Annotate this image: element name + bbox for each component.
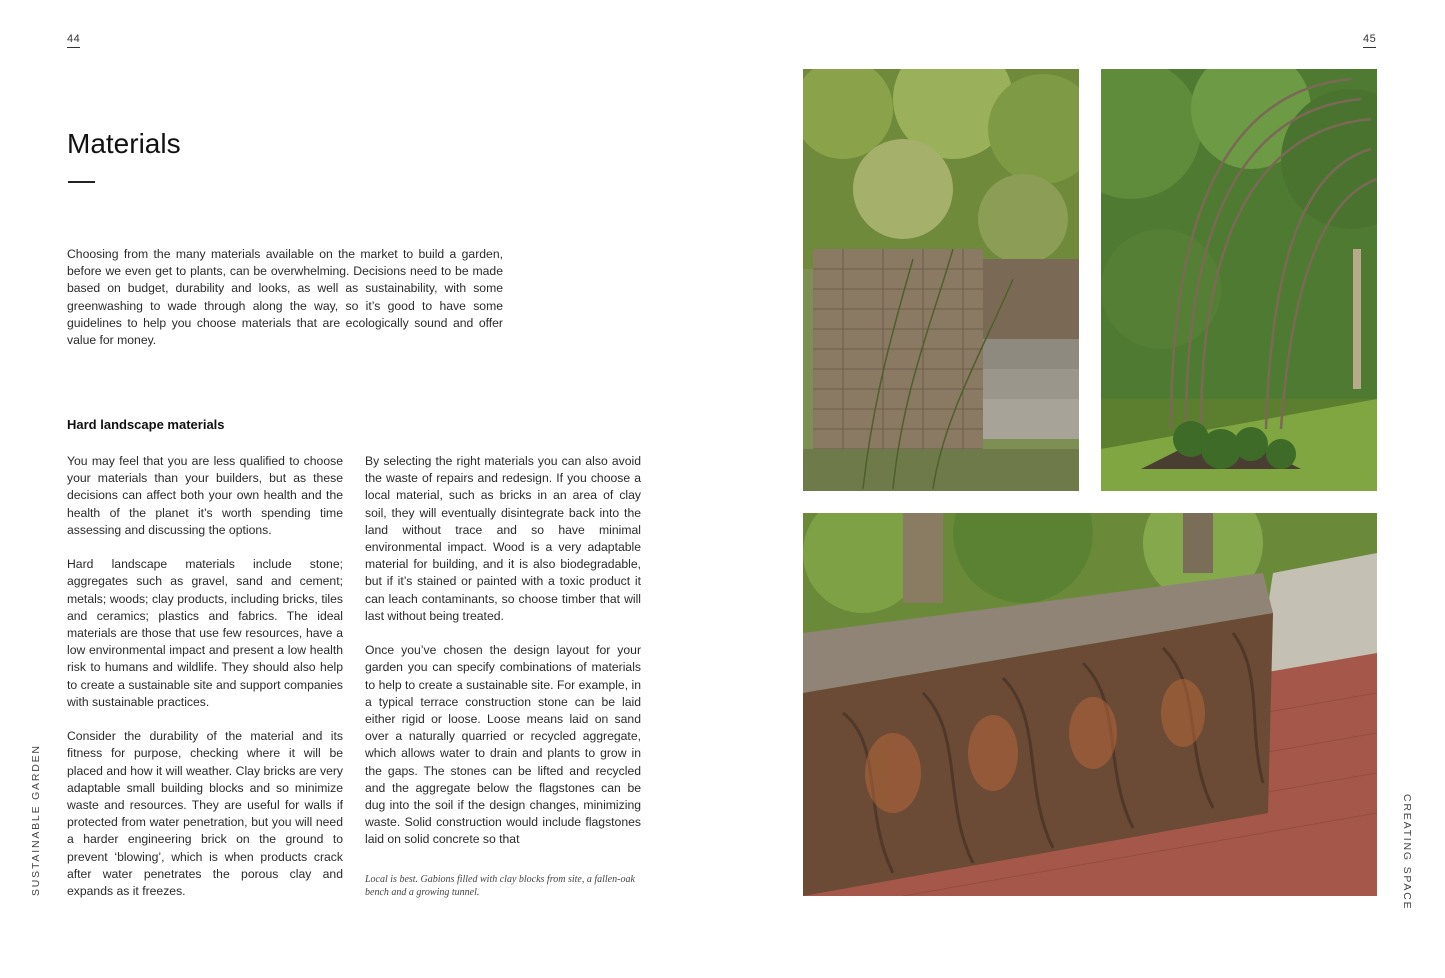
page-title: Materials xyxy=(67,128,181,159)
body-paragraph: By selecting the right materials you can also avoid the waste of repairs and redesign. If you choose a local material, such as bricks in an area of clay soil, they will eventually disintegrate back into the land without trace and so have minimal environmental impact. Wood is a very adaptable material for building, and it is also biodegradable, but if it’s stained or painted with a toxic product it can leach contaminants, so choose timber that will last without being treated. xyxy=(365,454,641,623)
willow-tunnel-photo xyxy=(1101,69,1377,491)
photo-caption: Local is best. Gabions filled with clay blocks from site, a fallen-oak bench and a growing tunnel. xyxy=(365,874,635,898)
section-heading: Hard landscape materials xyxy=(67,417,225,432)
left-text-column xyxy=(67,453,343,917)
body-paragraph: Hard landscape materials include stone; aggregates such as gravel, sand and cement; metals; woods; clay products, including bricks, tiles and ceramics; plastics and fabrics. The ideal materials are those that use few resources, have a low environmental impact and present a low health risk to humans and wildlife. They should also help to create a sustainable site and support companies with sustainable practices. xyxy=(67,557,343,709)
page-number-left: 44 xyxy=(67,33,80,48)
body-paragraph: You may feel that you are less qualified to choose your materials than your builders, but as these decisions can affect both your own health and the health of the planet it’s worth spending time assessing and discussing the options. xyxy=(67,454,343,537)
body-paragraph: Consider the durability of the material and its fitness for purpose, checking where it will be placed and how it will weather. Clay bricks are very adaptable small building blocks and so minimize waste and resources. They are useful for walls if protected from water penetration, but you will need a harder engineering brick on the ground to prevent ‘blowing’, which is when products crack after water penetrates the porous clay and expands as it freezes. xyxy=(67,729,343,899)
title-rule xyxy=(68,181,95,183)
body-paragraph: Once you’ve chosen the design layout for your garden you can specify combinations of materials to help to create a sustainable site. For example, in a typical terrace construction stone can be laid either rigid or loose. Loose means laid on sand over a naturally quarried or recycled aggregate, which allows water to drain and plants to grow in the gaps. The stones can be lifted and recycled and the aggregate below the flagstones can be dug into the soil if the design changes, minimizing waste. Solid construction would include flagstones laid on solid concrete so that xyxy=(365,643,641,847)
oak-bench-photo xyxy=(803,513,1377,896)
page-number-right: 45 xyxy=(1363,33,1376,48)
right-text-column xyxy=(365,453,641,866)
side-label-right: CREATING SPACE xyxy=(1401,794,1413,911)
intro-paragraph: Choosing from the many materials available on the market to build a garden, before we even get to plants, can be overwhelming. Decisions need to be made based on budget, durability and looks, as well as sustainability, with some greenwashing to wade through along the way, so it’s good to have some guidelines to help you choose materials that are ecologically sound and offer value for money. xyxy=(67,247,503,348)
side-label-left: SUSTAINABLE GARDEN xyxy=(30,744,42,896)
gabion-wall-photo xyxy=(803,69,1079,491)
